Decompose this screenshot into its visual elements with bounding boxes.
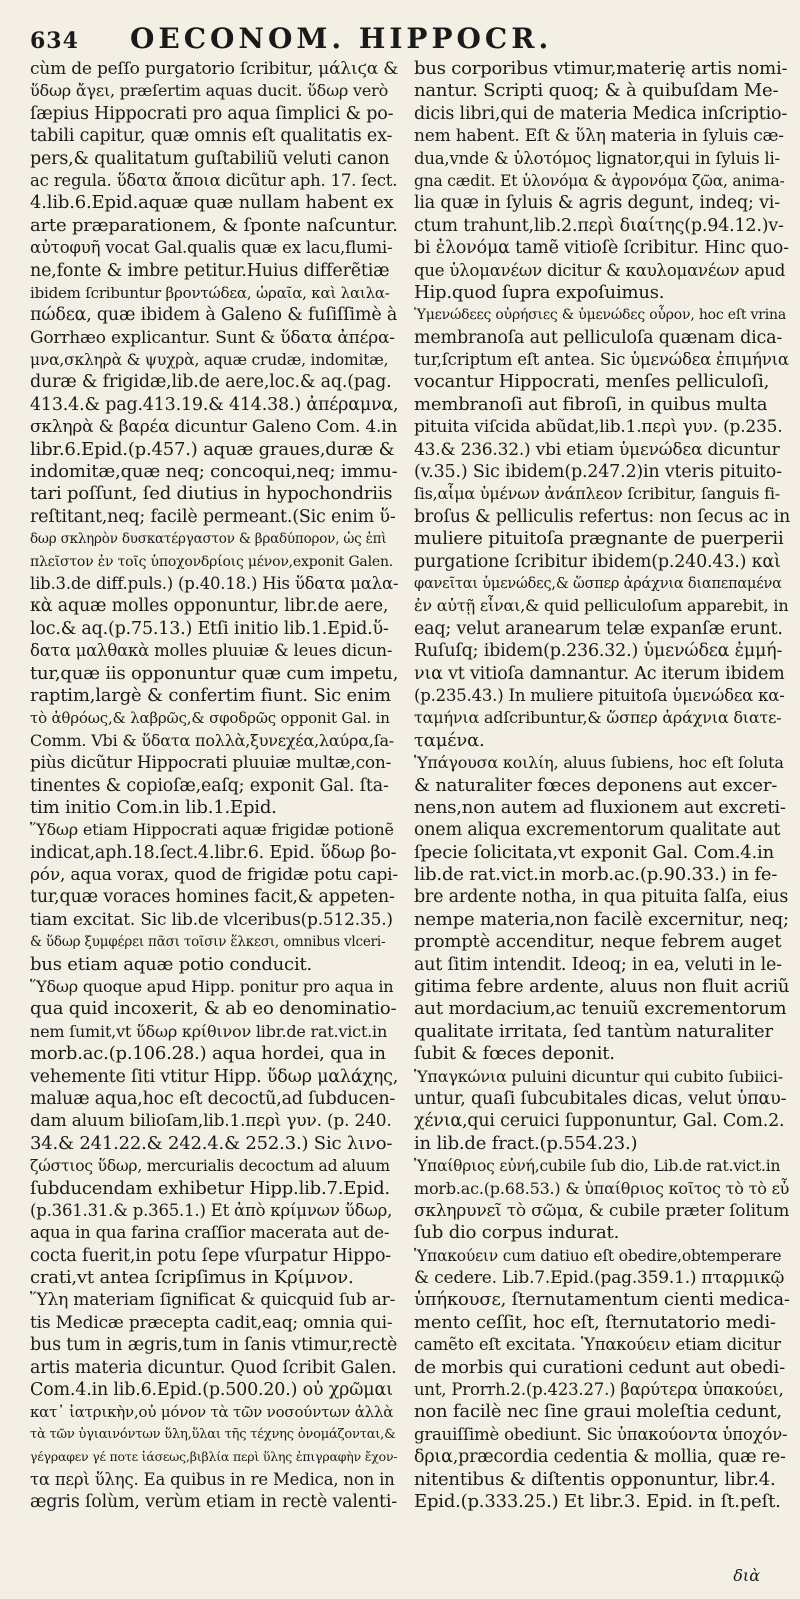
text-line: ſpecie ſolicitata,vt exponit Gal. Com.4.in (414, 841, 774, 863)
text-line: Epid.(p.333.25.) Et libr.3. Epid. in ſt.peſt. (414, 1491, 781, 1512)
text-line: nem ſumit,vt ὕδωρ κρίθινον libr.de rat.vict.in (30, 1021, 388, 1041)
text-line: unt, Prorrh.2.(p.423.27.) βαρύτερα ὑπακούει, (414, 1380, 784, 1400)
text-line: bus corporibus vtimur,materię artis nomi- (414, 58, 788, 79)
text-line: Ὑπάγουσα κοιλίη, aluus ſubiens, hoc eſt ſoluta (414, 753, 784, 773)
text-line: αὐτοφυῆ vocat Gal.qualis quæ ex lacu,flumi- (30, 238, 393, 258)
text-line: lib.3.de diff.puls.) (p.40.18.) His ὕδατα μαλα- (30, 573, 398, 593)
text-line: 34.& 241.22.& 242.4.& 252.3.) Sic λινο- (30, 1132, 393, 1154)
text-line: tari poſſunt, ſed diutius in hypochondriis (30, 483, 393, 505)
text-line: & ὕδωρ ξυμφέρει πᾶσι τοῖσιν ἕλκεσι, omnibus vlceri- (30, 934, 386, 951)
text-line: Gorrhæo explicantur. Sunt & ὕδατα ἀπέρα- (30, 327, 395, 348)
text-line: qualitate irritata, ſed tantùm naturaliter (414, 1020, 773, 1042)
text-line: indicat,aph.18.ſect.4.libr.6. Epid. ὕδωρ βο- (30, 842, 397, 863)
text-line: vehemente ſiti vtitur Hipp. ὕδωρ μαλάχης, (30, 1066, 398, 1087)
text-line: κατ᾽ ἰατρικὴν,οὐ μόνον τὰ τῶν νοσούντων ἀλλὰ (30, 1403, 394, 1422)
text-line: ταμήνια adſcribuntur,& ὥσπερ ἀράχνια διατε- (414, 708, 782, 728)
text-line: ὕδωρ ἄγει, præſertim aquas ducit. ὕδωρ verò (30, 81, 389, 101)
text-line: & cedere. Lib.7.Epid.(pag.359.1.) πταρμικῷ (414, 1268, 785, 1289)
text-line: σκληρὰ & βαρέα dicuntur Galeno Com. 4.in (30, 417, 398, 438)
text-line: untur, quaſi ſubcubitales dicas, velut ὑπαυ- (414, 1088, 787, 1109)
text-line: Ὑπαγκώνια puluini dicuntur qui cubito ſubiici- (414, 1066, 783, 1086)
text-line: κὰ aquæ molles opponuntur, libr.de aere, (30, 596, 389, 617)
text-line: Ὕδωρ quoque apud Hipp. ponitur pro aqua in (30, 977, 394, 997)
text-line: ὑπήκουσε, ſternutamentum cienti medica- (414, 1289, 790, 1311)
text-line: artis materia dicuntur. Quod ſcribit Galen. (30, 1357, 397, 1378)
text-line: ctum trahunt,lib.2.περὶ διαίτης(p.94.12.)v- (414, 215, 784, 236)
text-line: bus tum in ægris,tum in ſanis vtimur,rectè (30, 1335, 398, 1356)
text-line: muliere pituitoſa prægnante de puerperii (414, 528, 784, 550)
text-line: γέγραφεν γέ ποτε ἰάσεως,βιβλία περὶ ὕλης ἐπιγραφὴν ἔχον- (30, 1449, 398, 1465)
text-line: membranoſa aut pelliculoſa quænam dica- (414, 327, 783, 348)
text-line: crati,vt antea ſcripſimus in Κρίμνον. (30, 1267, 354, 1289)
text-line: purgatione ſcribitur ibidem(p.240.43.) καὶ (414, 551, 781, 572)
text-line: camẽto eſt excitata. Ὑπακούειν etiam dicitur (414, 1335, 781, 1355)
text-line: ſubducendam exhibetur Hipp.lib.7.Epid. (30, 1177, 390, 1199)
text-line: tim initio Com.in lib.1.Epid. (30, 796, 277, 818)
text-line: μνα,σκληρὰ & ψυχρὰ, aquæ crudæ, indomitæ, (30, 351, 389, 370)
text-line: gitima febre ardente, aluus non fluit acriũ (414, 976, 790, 998)
text-line: Ὑμενώδεες οὐρήσιες & ὑμενώδες οὖρον, hoc eſt vrina (414, 307, 786, 324)
text-line: aut mordacium,ac tenuiũ excrementorum (414, 998, 787, 1020)
right-column (414, 58, 790, 1578)
text-line: ſis,αἷμα ὑμένων ἀνάπλεον ſcribitur, ſanguis fi- (414, 484, 781, 504)
text-line: lib.de rat.vict.in morb.ac.(p.90.33.) in fe- (414, 864, 778, 886)
text-line: onem aliqua excrementorum qualitate aut (414, 820, 781, 841)
text-line: nantur. Scripti quoq; & à quibuſdam Me- (414, 80, 779, 102)
text-line: qua quid incoxerit, & ab eo denominatio- (30, 998, 397, 1020)
text-line: duræ & frigidæ,lib.de aere,loc.& aq.(pag. (30, 372, 392, 393)
text-line: mento ceſſit, hoc eſt, ſternutatorio medi- (414, 1311, 776, 1333)
text-line: dam aluum bilioſam,lib.1.περὶ γυν. (p. 240. (30, 1111, 392, 1132)
text-line: Ὕλη materiam ſignificat & quicquid ſub ar- (30, 1290, 396, 1311)
text-line: promptè accenditur, neque febrem auget (414, 931, 782, 953)
text-line: nem habent. Eſt & ὕλη materia in ſyluis cæ- (414, 126, 784, 147)
text-columns (30, 58, 790, 1578)
text-line: morb.ac.(p.106.28.) aqua hordei, qua in (30, 1043, 386, 1065)
text-line: (p.361.31.& p.365.1.) Et ἀπὸ κρίμνων ὕδωρ, (30, 1200, 393, 1220)
text-line: maluæ aqua,hoc eſt decoctũ,ad ſubducen- (30, 1088, 396, 1109)
text-line: bus etiam aquæ potio conducit. (30, 953, 313, 975)
text-line: bre ardente notha, in qua pituita ſalſa, eius (414, 887, 789, 908)
text-line: cùm de peſſo purgatorio ſcribitur, μάλιϛα & (30, 59, 398, 79)
text-line: φανεῖται ὑμενώδες,& ὥσπερ ἀράχνια διαπεπαμένα (414, 575, 782, 592)
text-line: grauiſſimè obediunt. Sic ὑπακούοντα ὑποχόν- (414, 1424, 788, 1444)
text-line: χένια,qui ceruici ſupponuntur, Gal. Com.2. (414, 1111, 785, 1132)
text-line: arte præparationem, & ſponte naſcuntur. (30, 214, 398, 236)
text-line: in lib.de fract.(p.554.23.) (414, 1132, 638, 1154)
text-line: membranoſi aut fibroſi, in quibus multa (414, 393, 768, 415)
text-line: Comm. Vbi & ὕδατα πολλὰ,ξυνεχέα,λαύρα,ſa- (30, 730, 395, 750)
text-line: ſæpius Hippocrati pro aqua ſimplici & po- (30, 103, 394, 124)
text-line: δρια,præcordia cedentia & mollia, quæ re- (414, 1447, 786, 1468)
text-line: piùs dicũtur Hippocrati pluuiæ multæ,con- (30, 753, 392, 774)
text-line: loc.& aq.(p.75.13.) Etſi initio lib.1.Epid.ὕ- (30, 618, 389, 639)
text-line: tinentes & copioſæ,eaſq; exponit Gal. ſta- (30, 775, 389, 796)
text-line: lia quæ in ſyluis & agris degunt, indeq; vi- (414, 193, 780, 214)
text-line: & naturaliter fœces deponens aut excer- (414, 774, 778, 796)
text-line: dua,vnde & ὑλοτόμος lignator,qui in ſyluis li- (414, 148, 780, 168)
text-line: ibidem ſcribuntur βροντώδεα, ὡραῖα, καὶ λαιλα- (30, 283, 390, 302)
page-number: 634 (30, 28, 79, 54)
text-line: τὸ ἀθρόως,& λαβρῶς,& σφοδρῶς opponit Gal. in (30, 709, 390, 728)
page-header (30, 18, 790, 54)
left-column (30, 58, 398, 1578)
text-line: eaq; velut aranearum telæ expanſæ erunt. (414, 618, 783, 639)
text-line: de morbis qui curationi cedunt aut obedi- (414, 1356, 785, 1378)
text-line: Ὑπαίθριος εὐνή,cubile ſub dio, Lib.de rat.vict.in (414, 1157, 781, 1176)
text-line: τὰ τῶν ὑγιαινόντων ὕλη,ὕλαι τῆς τέχνης ὀνομάζονται,& (30, 1426, 396, 1442)
text-line: que ὑλομανέων dicitur & καυλομανέων apud (414, 260, 786, 280)
text-line: gna cædit. Et ὑλονόμα & ἀγρονόμα ζῶα, anima- (414, 171, 785, 190)
text-line: indomitæ,quæ neq; concoqui,neq; immu- (30, 461, 398, 483)
text-line: tur,ſcriptum eſt antea. Sic ὑμενώδεα ἐπιμήνια (414, 350, 789, 370)
text-line: reſtitant,neq; facilè permeant.(Sic enim ὕ- (30, 506, 396, 527)
text-line: tiam excitat. Sic lib.de vlceribus(p.512.35.) (30, 909, 393, 930)
text-line: ne,fonte & imbre petitur.Huius differẽtiæ (30, 260, 390, 281)
text-line: libr.6.Epid.(p.457.) aquæ graues,duræ & (30, 438, 395, 460)
text-line: δωρ σκληρὸν δυσκατέργαστον & βραδύπορον, ὡς ἐπὶ (30, 531, 387, 548)
text-line: ſub dio corpus indurat. (414, 1222, 620, 1244)
text-line: raptim,largè & confertim fiunt. Sic enim (30, 684, 391, 706)
text-line: aut ſitim intendit. Ideoq; in ea, veluti in le- (414, 954, 782, 975)
text-line: ac regula. ὕδατα ἄποια dicũtur aph. 17. ſect. (30, 170, 398, 190)
text-line: τα περὶ ὕλης. Ea quibus in re Medica, non in (30, 1469, 395, 1489)
text-line: (p.235.43.) In muliere pituitoſa ὑμενώδεα κα- (414, 685, 785, 705)
text-line: nitentibus & diſtentis opponuntur, libr.4. (414, 1468, 776, 1490)
text-line: ἐν αὐτῇ εἶναι,& quid pelliculoſum apparebit, in (414, 596, 789, 616)
text-line: non facilè nec ſine graui moleſtia cedunt, (414, 1401, 782, 1423)
catchword: διὰ (733, 1566, 760, 1585)
text-line: ρόν, aqua vorax, quod de frigidæ potu capi- (30, 865, 398, 886)
text-line: pituita viſcida abũdat,lib.1.περὶ γυν. (p.235. (414, 417, 783, 438)
text-line: ζώστιος ὕδωρ, mercurialis decoctum ad aluum (30, 1157, 390, 1176)
text-line: 43.& 236.32.) vbi etiam ὑμενώδεα dicuntur (414, 439, 780, 460)
text-line: ſubit & fœces deponit. (414, 1043, 615, 1065)
text-line: tis Medicæ præcepta cadit,eaq; omnia qui- (30, 1312, 393, 1333)
text-line: vocantur Hippocrati, menſes pelliculoſi, (414, 371, 770, 393)
text-line: ægris ſolùm, verùm etiam in rectè valenti- (30, 1492, 397, 1512)
text-line: πλεῖστον ἐν τοῖς ὑποχονδρίοις μένον,exponit Galen. (30, 553, 394, 570)
text-line: Com.4.in lib.6.Epid.(p.500.20.) οὐ χρῶμαι (30, 1380, 393, 1401)
text-line: tur,quæ iis opponuntur quæ cum impetu, (30, 662, 398, 684)
running-head: OECONOM. HIPPOCR. (130, 22, 553, 55)
text-line: (v.35.) Sic ibidem(p.247.2)in vteris pituito- (414, 462, 782, 483)
text-line: νια vt vitioſa damnantur. Ac iterum ibidem (414, 663, 785, 684)
text-line: 413.4.& pag.413.19.& 414.38.) ἀπέραμνα, (30, 394, 398, 415)
text-line: ταμένα. (414, 729, 485, 751)
text-line: cocta fuerit,in potu ſepe vſurpatur Hippo- (30, 1245, 391, 1266)
text-line: Ὑπακούειν cum datiuo eſt obedire,obtemperare (414, 1246, 782, 1265)
text-line: pers,& qualitatum guſtabiliũ veluti canon (30, 148, 390, 169)
text-line: aqua in qua farina craſſior macerata aut de- (30, 1223, 390, 1243)
text-line: σκληρυνεῖ τὸ σῶμα, & cubile præter ſolitum (414, 1200, 790, 1221)
text-line: nempe materia,non facilè excernitur, neq; (414, 908, 789, 930)
text-line: δατα μαλθακὰ molles pluuiæ & leues dicun- (30, 641, 393, 661)
text-line: tur,quæ voraces homines facit,& appeten- (30, 887, 395, 908)
text-line: nens,non autem ad fluxionem aut excreti- (414, 796, 786, 818)
text-line: tabili capitur, quæ omnis eſt qualitatis ex- (30, 126, 393, 147)
text-line: morb.ac.(p.68.53.) & ὑπαίθριος κοῖτος τὸ τὸ εὖ (414, 1178, 790, 1198)
text-line: dicis libri,qui de materia Medica inſcriptio- (414, 103, 788, 124)
text-line: Ruſuſq; ibidem(p.236.32.) ὑμενώδεα ἐμμή- (414, 641, 783, 662)
text-line: bi ἐλονόμα tamẽ vitioſè ſcribitur. Hinc quo- (414, 238, 789, 259)
text-line: broſus & pelliculis refertus: non ſecus ac in (414, 506, 790, 527)
text-line: πώδεα, quæ ibidem à Galeno & fuſiſſimè à (30, 305, 398, 326)
text-line: Hip.quod ſupra expoſuimus. (414, 281, 665, 303)
text-line: Ὕδωρ etiam Hippocrati aquæ frigidæ potionẽ (30, 820, 394, 840)
text-line: 4.lib.6.Epid.aquæ quæ nullam habent ex (30, 192, 394, 214)
